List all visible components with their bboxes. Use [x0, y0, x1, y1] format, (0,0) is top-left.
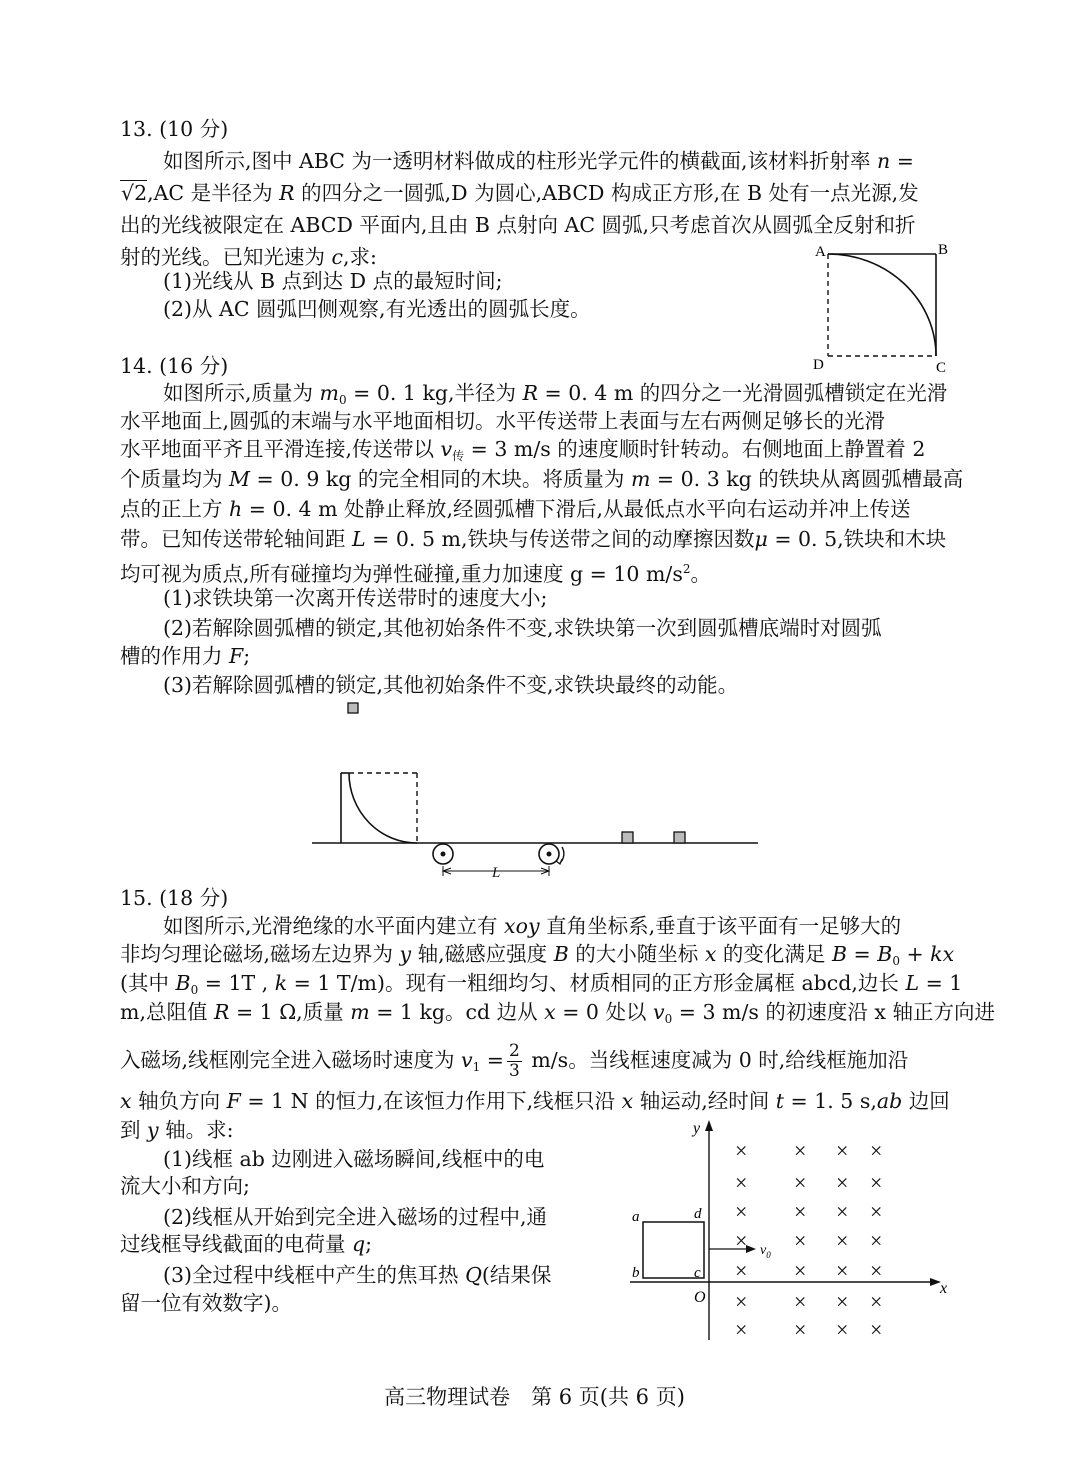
q13-label-d: D — [813, 357, 824, 373]
q14-part-1: (1)求铁块第一次离开传送带时的速度大小; — [163, 586, 548, 610]
q13-label-c: C — [936, 360, 947, 376]
frame-label-a: a — [632, 1209, 640, 1225]
field-cross: × — [735, 1170, 748, 1195]
q14-line-5: 点的正上方 h = 0. 4 m 处静止释放,经圆弧槽下滑后,从最低点水平向右运动并冲上传送 — [120, 497, 911, 521]
field-cross: × — [836, 1289, 849, 1314]
q13-header: 13. (10 分) — [120, 117, 229, 141]
axis-x-label: x — [940, 1280, 948, 1297]
q15-part-2a: (2)线框从开始到完全进入磁场的过程中,通 — [163, 1205, 548, 1229]
field-cross: × — [870, 1138, 883, 1163]
q13-figure — [805, 236, 965, 376]
field-cross: × — [794, 1138, 807, 1163]
q15-part-3a: (3)全过程中线框中产生的焦耳热 Q(结果保 — [163, 1263, 552, 1287]
field-cross: × — [794, 1258, 807, 1283]
wood-block-1 — [622, 832, 633, 843]
q15-figure — [620, 1115, 960, 1345]
q13-line-2: √2,AC 是半径为 R 的四分之一圆弧,D 为圆心,ABCD 构成正方形,在 B 处有一点光源,发 — [121, 181, 919, 205]
q14-line-7: 均可视为质点,所有碰撞均为弹性碰撞,重力加速度 g = 10 $m/s^2$。 — [120, 562, 711, 586]
q14-part-2a: (2)若解除圆弧槽的锁定,其他初始条件不变,求铁块第一次到圆弧槽底端时对圆弧 — [163, 616, 882, 640]
frame-label-c: c — [694, 1265, 701, 1281]
q13-part-2: (2)从 AC 圆弧凹侧观察,有光透出的圆弧长度。 — [163, 297, 591, 321]
q14-part-3: (3)若解除圆弧槽的锁定,其他初始条件不变,求铁块最终的动能。 — [163, 673, 739, 697]
q15-line-5: 入磁场,线框刚完全进入磁场时速度为 $v_1$ = $\frac{2}{3}$ m/s。当线框速度减为 0 时,给线框施加沿 — [120, 1041, 909, 1081]
q13-part-1: (1)光线从 B 点到达 D 点的最短时间; — [163, 269, 503, 293]
frame-label-b: b — [632, 1265, 640, 1281]
field-cross: × — [836, 1258, 849, 1283]
q15-line-4: m,总阻值 R = 1 Ω,质量 m = 1 kg。cd 边从 x = 0 处以 $v_0 = 3$ m/s 的初速度沿 x 轴正方向进 — [120, 1000, 995, 1026]
q14-line-3: 水平地面平齐且平滑连接,传送带以 $v_传 = 3$ m/s 的速度顺时针转动。右侧地面上静置着 2 — [120, 437, 926, 463]
field-cross: × — [735, 1258, 748, 1283]
field-cross: × — [794, 1289, 807, 1314]
field-cross: × — [794, 1199, 807, 1224]
velocity-label: $v_0$ — [760, 1243, 771, 1260]
q14-figure — [300, 695, 770, 885]
field-cross: × — [836, 1199, 849, 1224]
wood-block-2 — [674, 832, 685, 843]
field-cross: × — [870, 1199, 883, 1224]
q15-part-1a: (1)线框 ab 边刚进入磁场瞬间,线框中的电 — [163, 1147, 545, 1171]
field-cross: × — [870, 1170, 883, 1195]
q13-label-b: B — [938, 242, 949, 258]
field-cross: × — [794, 1317, 807, 1342]
field-cross: × — [870, 1258, 883, 1283]
q14-line-4: 个质量均为 M = 0. 9 kg 的完全相同的木块。将质量为 m = 0. 3 kg 的铁块从离圆弧槽最高 — [120, 467, 964, 491]
fraction-2-3: $\frac{2}{3}$ — [508, 1041, 520, 1081]
q15-header: 15. (18 分) — [120, 886, 229, 910]
q15-line-6: x 轴负方向 F = 1 N 的恒力,在该恒力作用下,线框只沿 x 轴运动,经时间 t = 1. 5 s,ab 边回 — [120, 1089, 950, 1113]
q14-line-2: 水平地面上,圆弧的末端与水平地面相切。水平传送带上表面与左右两侧足够长的光滑 — [120, 409, 886, 433]
q15-line-2: 非均匀理论磁场,磁场左边界为 y 轴,磁感应强度 B 的大小随坐标 x 的变化满足 $B = B_0$ + kx — [120, 942, 955, 968]
field-cross: × — [794, 1228, 807, 1253]
q15-part-2b: 过线框导线截面的电荷量 q; — [120, 1232, 373, 1256]
field-cross: × — [735, 1138, 748, 1163]
iron-block — [348, 703, 358, 713]
field-cross: × — [735, 1228, 748, 1253]
field-cross: × — [735, 1199, 748, 1224]
axis-y-label: y — [693, 1120, 701, 1137]
q13-line-4: 射的光线。已知光速为 c,求: — [120, 245, 377, 269]
field-cross: × — [836, 1170, 849, 1195]
field-cross: × — [870, 1228, 883, 1253]
field-cross: × — [836, 1138, 849, 1163]
page-footer: 高三物理试卷 第 6 页(共 6 页) — [384, 1385, 685, 1409]
q15-line-7: 到 y 轴。求: — [120, 1118, 234, 1142]
field-cross: × — [870, 1317, 883, 1342]
q14-line-1: 如图所示,质量为 $m_0 = 0$. 1 kg,半径为 R = 0. 4 m 的四分之一光滑圆弧槽锁定在光滑 — [163, 381, 948, 407]
q14-part-2b: 槽的作用力 F; — [120, 644, 251, 668]
q14-label-l: L — [492, 865, 501, 881]
field-cross: × — [735, 1289, 748, 1314]
field-cross: × — [836, 1317, 849, 1342]
q13-line-1: 如图所示,图中 ABC 为一透明材料做成的柱形光学元件的横截面,该材料折射率 n = — [163, 149, 914, 173]
q15-part-3b: 留一位有效数字)。 — [120, 1291, 292, 1315]
q13-line-3: 出的光线被限定在 ABCD 平面内,且由 B 点射向 AC 圆弧,只考虑首次从圆弧全反射和折 — [120, 213, 916, 237]
q13-label-a: A — [815, 244, 826, 260]
frame-label-d: d — [694, 1206, 702, 1222]
field-cross: × — [870, 1289, 883, 1314]
q15-part-1b: 流大小和方向; — [120, 1174, 250, 1198]
field-cross: × — [836, 1228, 849, 1253]
q15-line-3: (其中 $B_0 = 1T$ , k = 1 T/m)。现有一粗细均匀、材质相同的正方形金属框 abcd,边长 L = 1 — [120, 971, 963, 997]
field-cross: × — [794, 1170, 807, 1195]
q15-line-1: 如图所示,光滑绝缘的水平面内建立有 xoy 直角坐标系,垂直于该平面有一足够大的 — [163, 914, 902, 938]
origin-label: O — [694, 1289, 706, 1306]
q14-line-6: 带。已知传送带轮轴间距 L = 0. 5 m,铁块与传送带之间的动摩擦因数μ = 0. 5,铁块和木块 — [120, 527, 947, 551]
q14-header: 14. (16 分) — [120, 354, 229, 378]
field-cross: × — [735, 1317, 748, 1342]
